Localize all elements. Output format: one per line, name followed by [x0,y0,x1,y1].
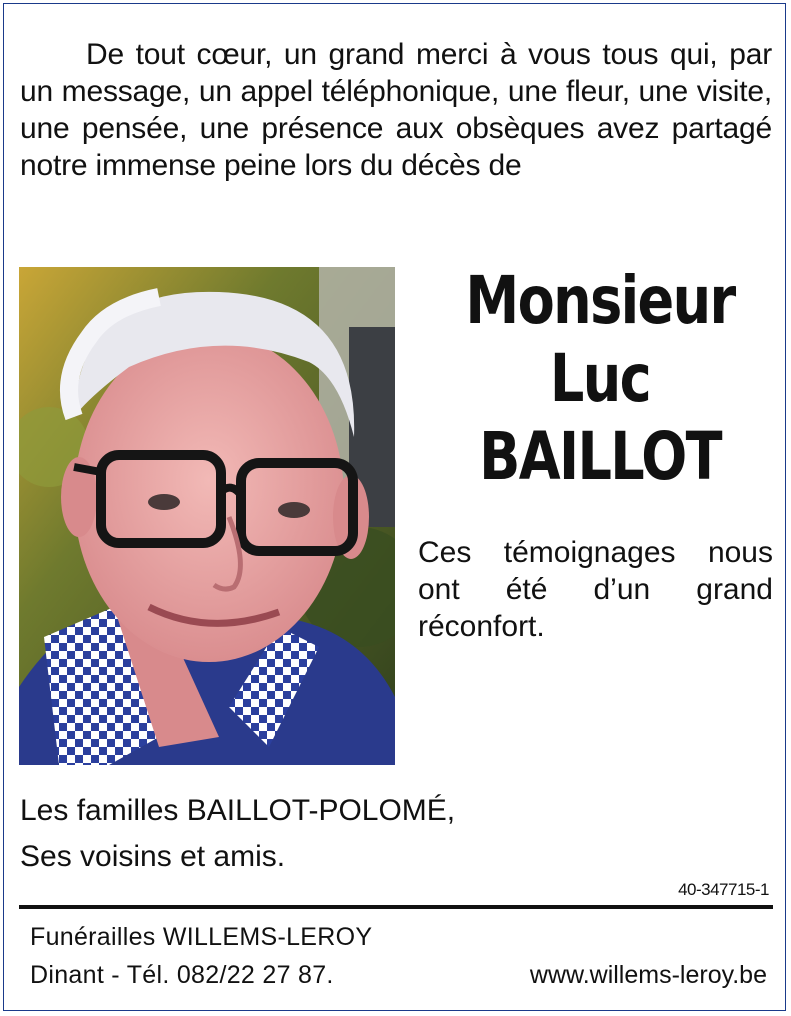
funeral-home-name: Funérailles WILLEMS-LEROY [30,923,373,951]
thanks-text: Ces témoignages nous ont été d’un grand réconfort. [418,536,773,643]
deceased-first-name: Luc [549,340,651,417]
family-line-2: Ses voisins et amis. [20,840,286,873]
reference-number: 40-347715-1 [678,880,769,899]
family-signature [20,788,455,880]
deceased-last-name: BAILLOT [479,418,721,495]
portrait-photo [19,267,395,765]
portrait-illustration [19,267,395,765]
family-line-1: Les familles BAILLOT-POLOMÉ, [20,794,456,827]
divider [19,905,773,909]
funeral-home-info [30,918,372,994]
deceased-title: Monsieur [465,262,735,339]
deceased-name [410,262,790,496]
intro-text: De tout cœur, un grand merci à vous tous qui, par un message, un appel téléphonique, une fleur, une visite, une pensée, une présence aux obsèques avez partagé notre immense peine lors du décès de [20,38,772,182]
funeral-home-address: Dinant - Tél. 082/22 27 87. [30,961,334,989]
funeral-home-website: www.willems-leroy.be [529,961,767,989]
